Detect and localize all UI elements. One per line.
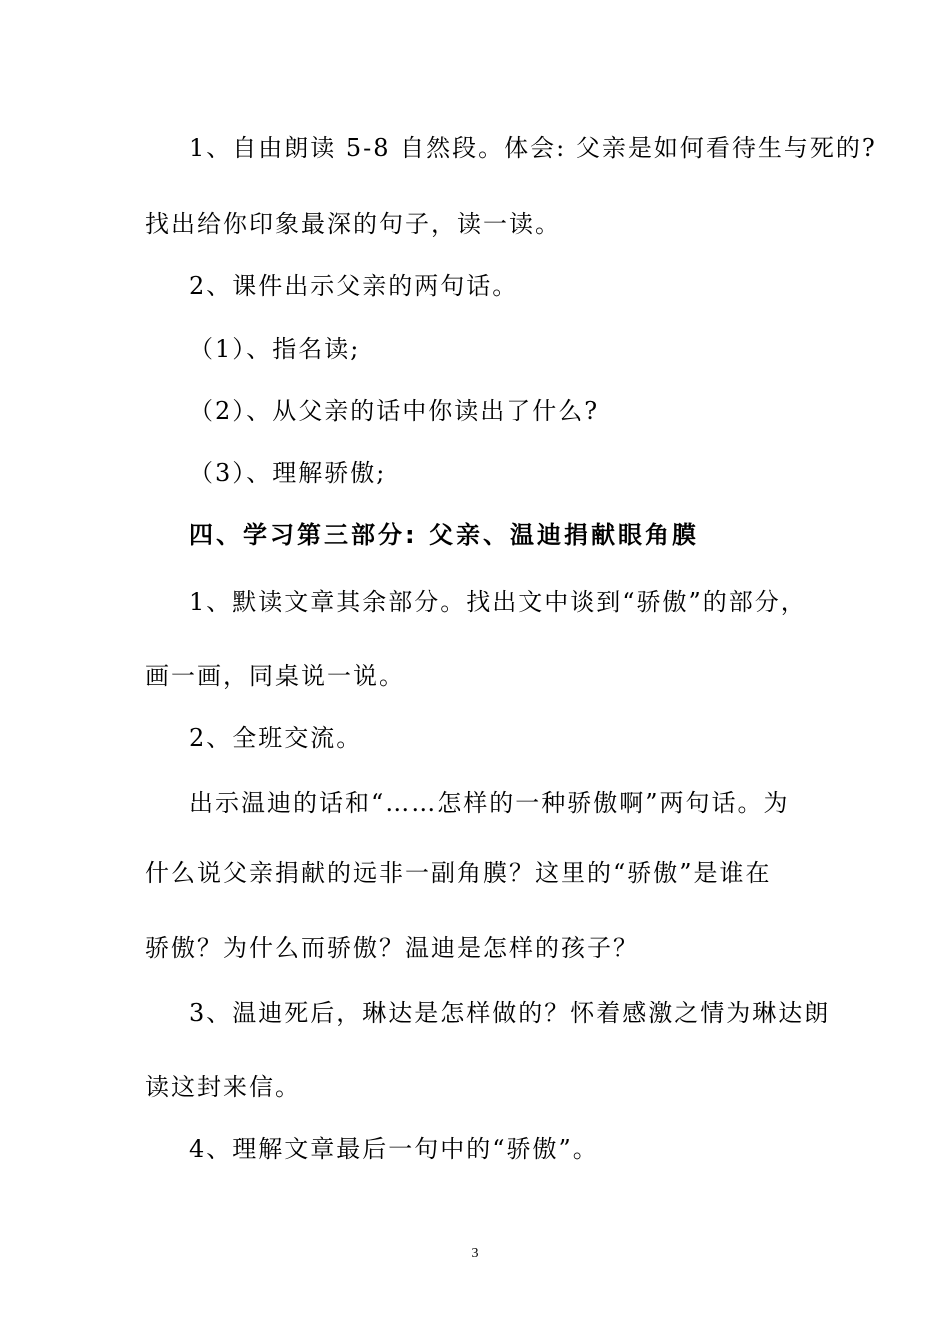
paragraph-line: 2、全班交流。 — [189, 724, 363, 752]
paragraph-line: 3、温迪死后，琳达是怎样做的？怀着感激之情为琳达朗 — [189, 999, 831, 1027]
paragraph-line: 画一画，同桌说一说。 — [145, 662, 405, 690]
paragraph-line: 2、课件出示父亲的两句话。 — [189, 272, 519, 300]
paragraph-line: （2）、从父亲的话中你读出了什么? — [189, 397, 600, 425]
paragraph-line: 出示温迪的话和“……怎样的一种骄傲啊”两句话。为 — [189, 789, 790, 817]
paragraph-line: 什么说父亲捐献的远非一副角膜？这里的“骄傲”是谁在 — [145, 859, 772, 887]
paragraph-line: 1、默读文章其余部分。找出文中谈到“骄傲”的部分， — [189, 588, 807, 616]
paragraph-line: （1）、指名读; — [189, 335, 361, 363]
paragraph-line: （3）、理解骄傲; — [189, 459, 387, 487]
paragraph-line: 4、理解文章最后一句中的“骄傲”。 — [189, 1135, 599, 1163]
paragraph-line: 找出给你印象最深的句子，读一读。 — [145, 210, 561, 238]
paragraph-line: 1、自由朗读 5-8 自然段。体会: 父亲是如何看待生与死的? — [189, 134, 877, 162]
section-heading: 四、学习第三部分: 父亲、温迪捐献眼角膜 — [189, 521, 699, 549]
paragraph-line: 骄傲？为什么而骄傲？温迪是怎样的孩子？ — [145, 934, 639, 962]
paragraph-line: 读这封来信。 — [145, 1073, 301, 1101]
page-number: 3 — [471, 1246, 479, 1261]
